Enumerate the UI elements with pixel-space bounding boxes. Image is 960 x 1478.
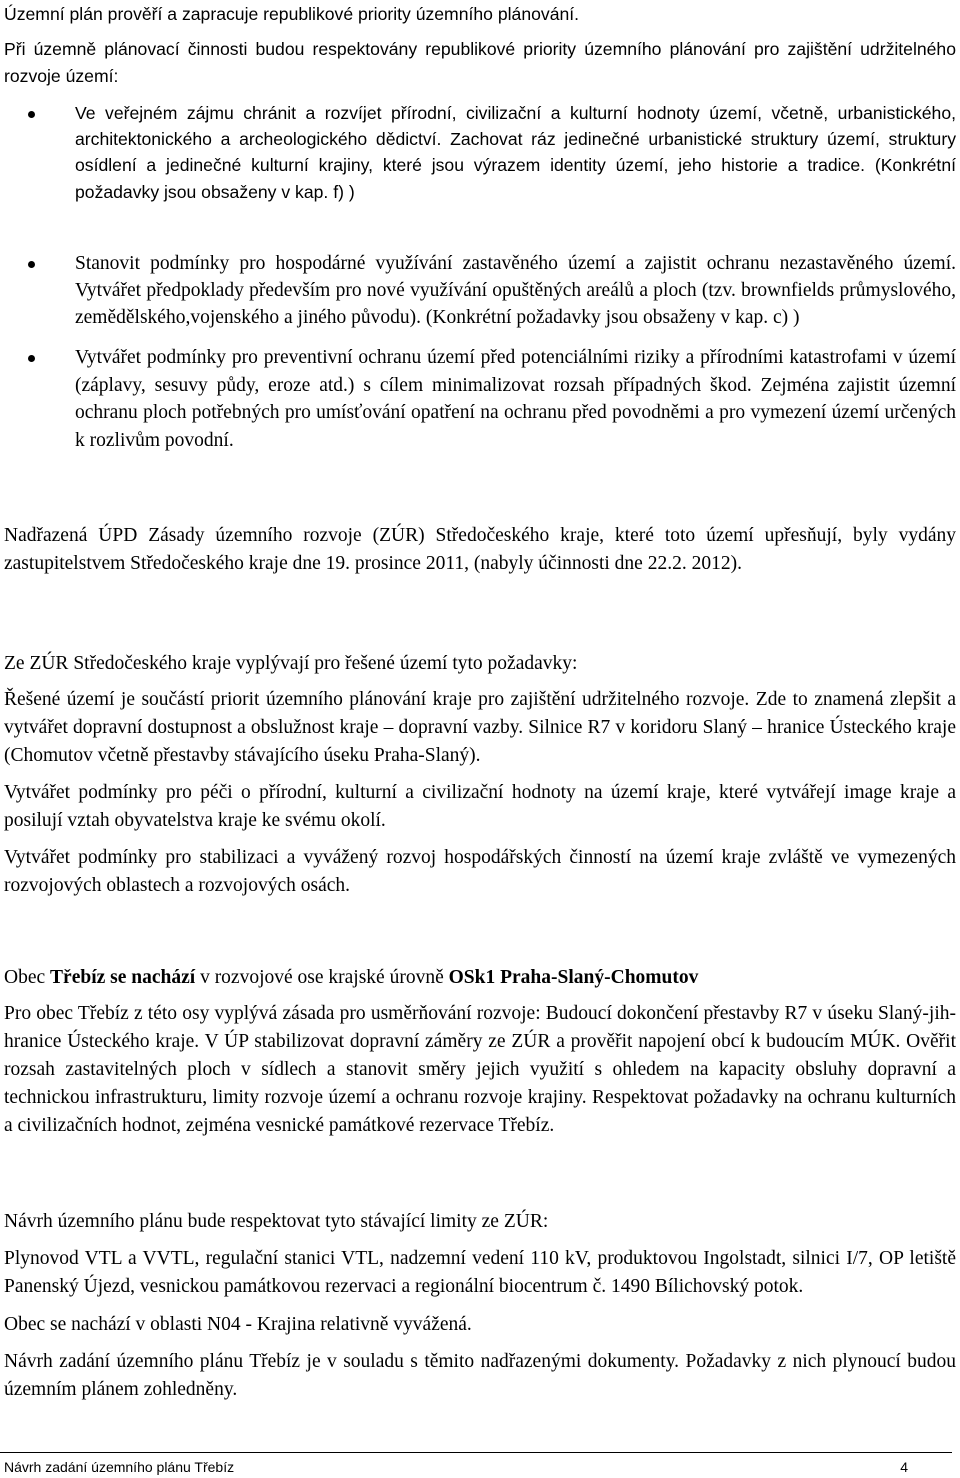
section-republic-priorities: [4, 0, 956, 205]
page-footer: [4, 1457, 908, 1477]
text-axis-name: OSk1 Praha-Slaný-Chomutov: [448, 967, 699, 988]
section-republic-priorities-serif: [4, 250, 956, 454]
paragraph-requirement-2: Vytvářet podmínky pro péči o přírodní, kulturní a civilizační hodnoty na území kraje, které vytvářejí image kraje a posilují vztah obyvatelstva kraje ke svému okolí.: [4, 782, 956, 831]
list-item-text: Stanovit podmínky pro hospodárné využívání zastavěného území a zajistit ochranu nezastavěného území. Vytvářet předpoklady především pro nové využívání opuštěných areálů a ploch (tzv. brownfields průmyslového, zemědělského,vojenského a jiného původu). (Konkrétní požadavky jsou obsaženy v kap. c) ): [75, 253, 956, 328]
paragraph-zur: Nadřazená ÚPD Zásady územního rozvoje (ZÚR) Středočeského kraje, které toto území upřesňují, byly vydány zastupitelstvem Středočeského kraje dne 19. prosince 2011, (nabyly účinnosti dne 22.2. 2012).: [4, 525, 956, 574]
list-item: [4, 250, 956, 331]
paragraph-conformity: Návrh zadání územního plánu Třebíz je v souladu s těmito nadřazenými dokumenty. Požadavky z nich plynoucí budou územním plánem zohledněny.: [4, 1351, 956, 1400]
footer-divider: [0, 1452, 952, 1453]
bullet-icon: [28, 111, 35, 118]
paragraph-limits-intro: Návrh územního plánu bude respektovat tyto stávající limity ze ZÚR:: [4, 1211, 549, 1232]
paragraph-requirements-intro: Ze ZÚR Středočeského kraje vyplývají pro řešené území tyto požadavky:: [4, 653, 578, 674]
section-development-axis: [4, 964, 956, 1140]
bullet-icon: [28, 261, 35, 268]
section-zur: [4, 522, 956, 578]
list-item: [4, 344, 956, 454]
paragraph-requirement-1: Řešené území je součástí priorit územního plánování kraje pro zajištění udržitelného rozvoje. Zde to znamená zlepšit a vytvářet dopravní dostupnost a obslužnost kraje – dopravní vazby. Silnice R7 v koridoru Slaný – hranice Ústeckého kraje (Chomutov včetně přestavby stávajícího úseku Praha-Slaný).: [4, 689, 956, 766]
list-item-text: Ve veřejném zájmu chránit a rozvíjet přírodní, civilizační a kulturní hodnoty území, včetně, urbanistického, architektonického a archeologického dědictví. Zachovat ráz jedinečné urbanistické struktury území, struktury osídlení a jedinečné kulturní krajiny, které jsou výrazem identity území, jeho historie a tradice. (Konkrétní požadavky jsou obsaženy v kap. f) ): [75, 103, 956, 202]
bullet-icon: [28, 355, 35, 362]
text-obec: Obec: [4, 967, 51, 988]
paragraph-requirement-3: Vytvářet podmínky pro stabilizaci a vyvážený rozvoj hospodářských činností na území kraje zvláště ve vymezených rozvojových oblastech a rozvojových osách.: [4, 847, 956, 896]
section-requirements: [4, 650, 956, 900]
text-axis: v rozvojové ose krajské úrovně: [195, 967, 449, 988]
paragraph-intro: Územní plán prověří a zapracuje republikové priority územního plánování.: [4, 4, 580, 24]
paragraph-axis-principles: Pro obec Třebíz z této osy vyplývá zásada pro usměrňování rozvoje: Budoucí dokončení přestavby R7 v úseku Slaný-jih-hranice Ústeckého kraje. V ÚP stabilizovat dopravní záměry ze ZÚR a prověřit napojení obcí k budoucím MÚK. Ověřit rozsah zastavitelných ploch v sídlech a stanovit směry jejich využití s ohledem na kapacity obsluhy dopravní a technickou infrastrukturu, limity rozvoje území a ochranu rozvoje krajiny. Respektovat požadavky na ochranu kulturních a civilizačních hodnot, zejména vesnické památkové rezervace Třebíz.: [4, 1003, 956, 1136]
paragraph-axis-intro: [4, 964, 956, 991]
list-item: [4, 100, 956, 205]
footer-title: Návrh zadání územního plánu Třebíz: [4, 1459, 235, 1475]
section-limits: [4, 1208, 956, 1404]
list-item-text: Vytvářet podmínky pro preventivní ochranu území před potenciálními riziky a přírodními katastrofami v území (záplavy, sesuvy půdy, eroze atd.) s cílem minimalizovat rozsah případných škod. Zejména zajistit územní ochranu ploch potřebných pro umísťování opatření na ochranu před povodněmi a pro vymezení území určených k rozlivům povodní.: [75, 347, 956, 451]
text-obec-bold: Třebíz se nachází: [50, 967, 196, 988]
paragraph-area: Obec se nachází v oblasti N04 - Krajina relativně vyvážená.: [4, 1314, 472, 1335]
page-number: 4: [900, 1459, 908, 1475]
paragraph-limits: Plynovod VTL a VVTL, regulační stanici VTL, nadzemní vedení 110 kV, produktovou Ingolstadt, silnici I/7, OP letiště Panenský Újezd, vesnickou památkovou rezervaci a regionální biocentrum č. 1490 Bílichovský potok.: [4, 1248, 956, 1297]
paragraph-priorities: Při územně plánovací činnosti budou respektovány republikové priority územního plánování pro zajištění udržitelného rozvoje území:: [4, 39, 956, 86]
